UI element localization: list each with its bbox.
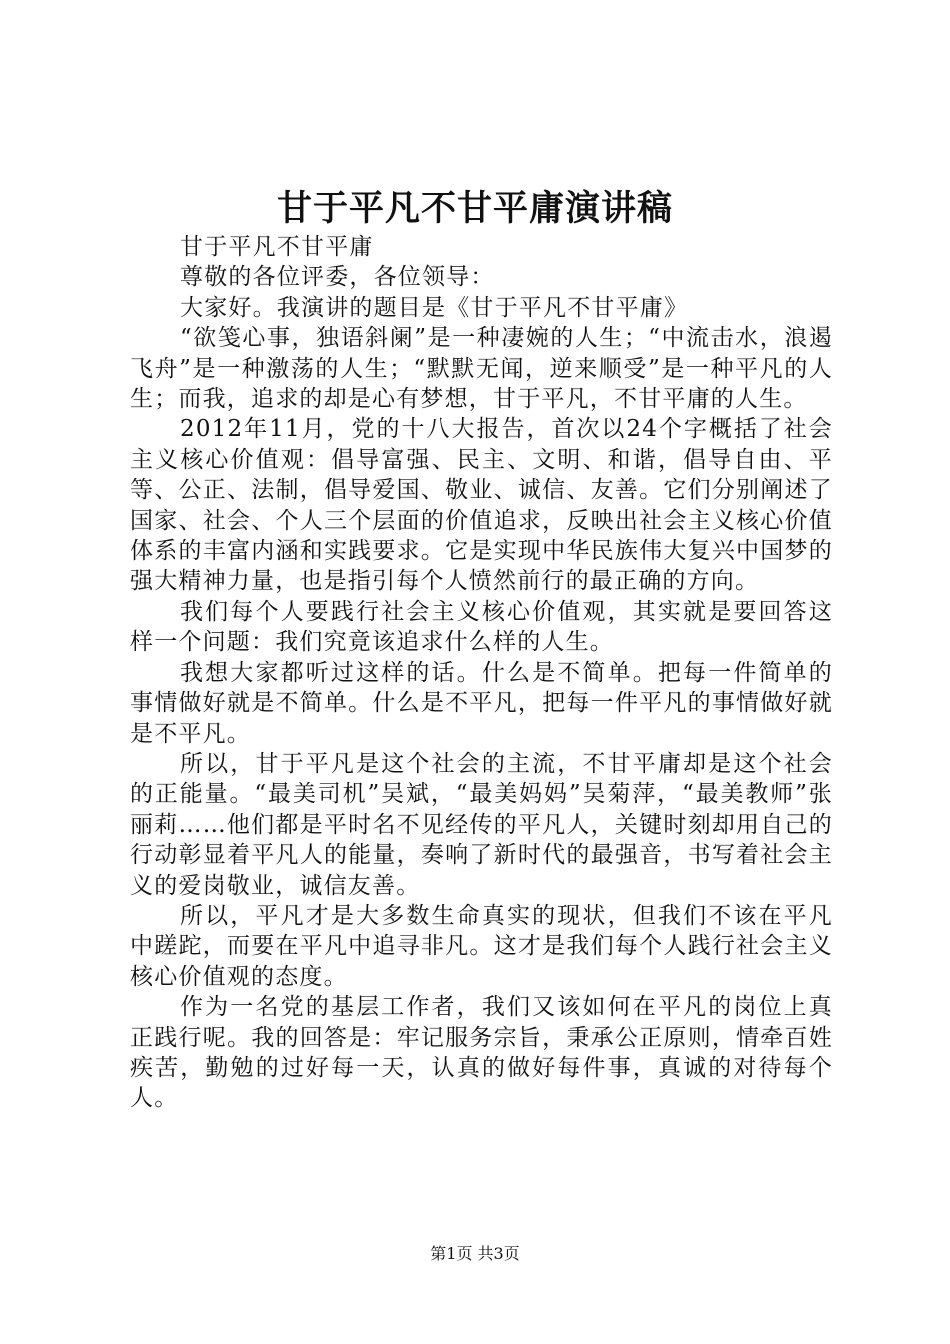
paragraph: 所以，平凡才是大多数生命真实的现状，但我们不该在平凡中蹉跎，而要在平凡中追寻非凡。这才是我们每个人践行社会主义核心价值观的态度。 bbox=[130, 902, 833, 990]
document-body bbox=[130, 232, 833, 1114]
paragraph: 2012年11月，党的十八大报告，首次以24个字概括了社会主义核心价值观：倡导富强、民主、文明、和谐，倡导自由、平等、公正、法制，倡导爱国、敬业、诚信、友善。它们分别阐述了国家、社会、个人三个层面的价值追求，反映出社会主义核心价值体系的丰富内涵和实践要求。它是实现中华民族伟大复兴中国梦的强大精神力量，也是指引每个人愤然前行的最正确的方向。 bbox=[130, 416, 833, 595]
paragraph: “欲笺心事，独语斜阑”是一种凄婉的人生；“中流击水，浪遏飞舟”是一种激荡的人生；“默默无闻，逆来顺受”是一种平凡的人生；而我，追求的却是心有梦想，甘于平凡，不甘平庸的人生。 bbox=[130, 325, 833, 413]
paragraph: 我们每个人要践行社会主义核心价值观，其实就是要回答这样一个问题：我们究竟该追求什么样的人生。 bbox=[130, 598, 833, 656]
page-footer bbox=[0, 1243, 950, 1265]
page-number: 第1页 共3页 bbox=[430, 1244, 520, 1263]
paragraph: 作为一名党的基层工作者，我们又该如何在平凡的岗位上真正践行呢。我的回答是：牢记服务宗旨，秉承公正原则，情牵百姓疾苦，勤勉的过好每一天，认真的做好每件事，真诚的对待每个人。 bbox=[130, 994, 833, 1112]
paragraph-salutation: 尊敬的各位评委，各位领导： bbox=[180, 264, 495, 291]
document-title: 甘于平凡不甘平庸演讲稿 bbox=[276, 188, 673, 229]
paragraph-subtitle: 甘于平凡不甘平庸 bbox=[180, 234, 374, 260]
paragraph: 所以，甘于平凡是这个社会的主流，不甘平庸却是这个社会的正能量。“最美司机”吴斌，“最美妈妈”吴菊萍，“最美教师”张丽莉……他们都是平时名不见经传的平凡人，关键时刻却用自己的行动彰显着平凡人的能量，奏响了新时代的最强音，书写着社会主义的爱岗敬业，诚信友善。 bbox=[130, 750, 833, 899]
paragraph-greeting: 大家好。我演讲的题目是《甘于平凡不甘平庸》 bbox=[180, 294, 689, 321]
paragraph: 我想大家都听过这样的话。什么是不简单。把每一件简单的事情做好就是不简单。什么是不平凡，把每一件平凡的事情做好就是不平凡。 bbox=[130, 659, 833, 747]
